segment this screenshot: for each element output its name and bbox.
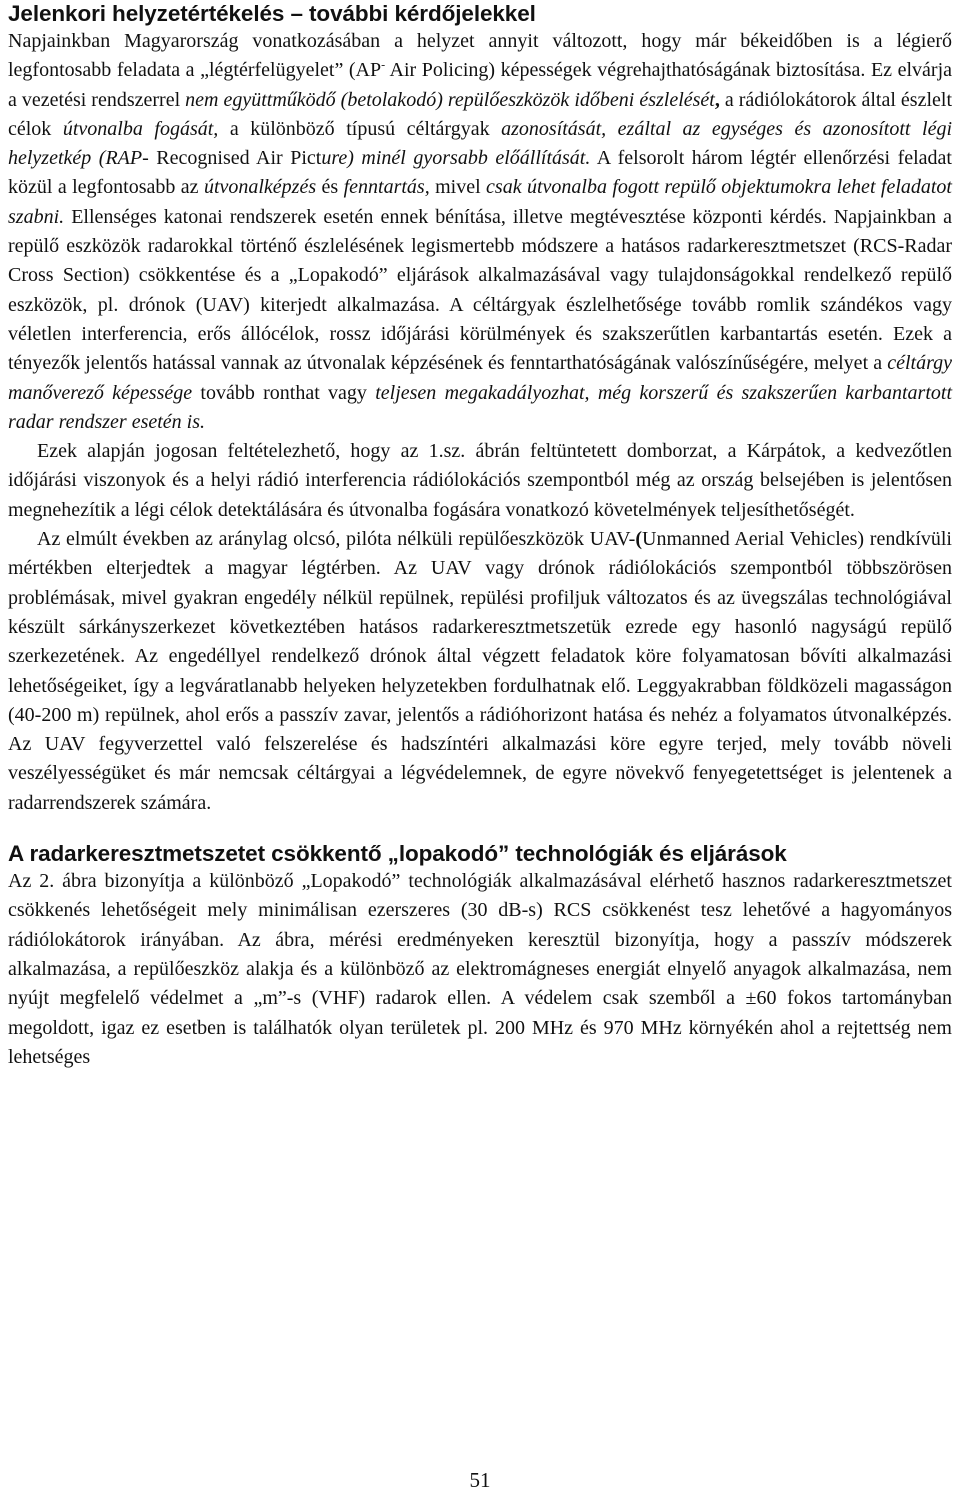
section-title-stealth: A radarkeresztmetszetet csökkentő „lopakodó” technológiák és eljárások (8, 841, 787, 867)
section-title-assessment: Jelenkori helyzetértékelés – további kérdőjelekkel (8, 1, 536, 26)
page-number: 51 (469, 1468, 491, 1492)
paragraph-rcs-reduction: Az 2. ábra bizonyítja a különböző „Lopakodó” technológiák alkalmazásával elérhető hasznos radarkeresztmetszet csökkenés lehetőségeit mely minimálisan ezerszeres (30 dB-s) RCS csökkenést tesz lehetővé a hagyományos rádiólokátorok irányában. Az ábra, mérési eredményeken keresztül bizonyítja, hogy a passzív módszerek alkalmazása, a repülőeszköz alakja és a különböző az elektromágneses energiát elnyelő anyagok alkalmazása, nem nyújt megfelelő védelmet a „m”-s (VHF) radarok ellen. A védelem csak szemből a ±60 fokos tartományban megoldott, igaz ez esetben is találhatók olyan területek pl. 200 MHz és 970 MHz környékén ahol a rejtettség nem lehetséges (8, 870, 952, 1068)
document-page (8, 0, 952, 1072)
paragraph-uav: Az elmúlt években az aránylag olcsó, pilóta nélküli repülőeszközök UAV-(Unmanned Aerial Vehicles) rendkívüli mértékben elterjedtek a magyar légtérben. Az UAV vagy drónok rádiólokációs szempontból többszörösen problémásak, mivel gyakran engedély nélkül repülnek, repülési profiljuk változatos és az üvegszálas technológiával készült sárkányszerkezet következtében hatásos radarkeresztmetszetük ezrede egy hasonló nagyságú repülő szerkezetének. Az engedéllyel rendelkező drónok által végzett feladatok köre folyamatosan bővíti alkalmazási lehetőségeiket, így a legváratlanabb helyeken helyzetekben fordulhatnak elő. Leggyakrabban földközeli magasságon (40-200 m) repülnek, ahol erős a passzív zavar, jelentős a rádióhorizont hatása és nehéz a folyamatos útvonalképzés. Az UAV fegyverzettel való felszerelése és hadszíntéri alkalmazási köre egyre terjed, mely tovább növeli veszélyességüket és már nemcsak céltárgyai a légvédelemnek, de egyre növekvő fenyegetettséget is jelentenek a radarrendszerek számára. (8, 528, 952, 814)
paragraph-carpathians: Ezek alapján jogosan feltételezhető, hogy az 1.sz. ábrán feltüntetett domborzat, a Kárpátok, a kedvezőtlen időjárási viszonyok és a helyi rádió interferencia rádiólokációs szempontból még az ország belsejében is jelentősen megnehezítik a légi célok detektálására és útvonalba fogására vonatkozó követelmények teljesíthetőségét. (8, 440, 952, 521)
paragraph-air-policing: Napjainkban Magyarország vonatkozásában a helyzet annyit változott, hogy már békeidőben is a légierő legfontosabb feladata a „légtérfelügyelet” (AP- Air Policing) képességek végrehajthatóságának biztosítása. Ez elvárja a vezetési rendszerrel nem együttműködő (betolakodó) repülőeszközök időbeni észlelését, a rádiólokátorok által észlelt célok útvonalba fogását, a különböző típusú céltárgyak azonosítását, ezáltal az egységes és azonosított légi helyzetkép (RAP- Recognised Air Picture) minél gyorsabb előállítását. A felsorolt három légtér ellenőrzési feladat közül a legfontosabb az útvonalképzés és fenntartás, mivel csak útvonalba fogott repülő objektumokra lehet feladatot szabni. Ellenséges katonai rendszerek esetén ennek bénítása, illetve megtévesztése központi kérdés. Napjainkban a repülő eszközök radarokkal történő észlelésének legismertebb módszere a hatásos radarkeresztmetszet (RCS-Radar Cross Section) csökkentése és a „Lopakodó” eljárások alkalmazásával vagy tulajdonságokkal rendelkező repülő eszközök, pl. drónok (UAV) kiterjedt alkalmazása. A céltárgyak észlelhetősége tovább romlik szándékos vagy véletlen interferencia, erős állócélok, rossz időjárási körülmények és szakszerűtlen karbantartás esetén. Ezek a tényezők jelentős hatással vannak az útvonalak képzésének és fenntarthatóságának valószínűségére, melyet a céltárgy manőverező képessége tovább ronthat vagy teljesen megakadályozhat, még korszerű és szakszerűen karbantartott radar rendszer esetén is. (8, 30, 953, 433)
